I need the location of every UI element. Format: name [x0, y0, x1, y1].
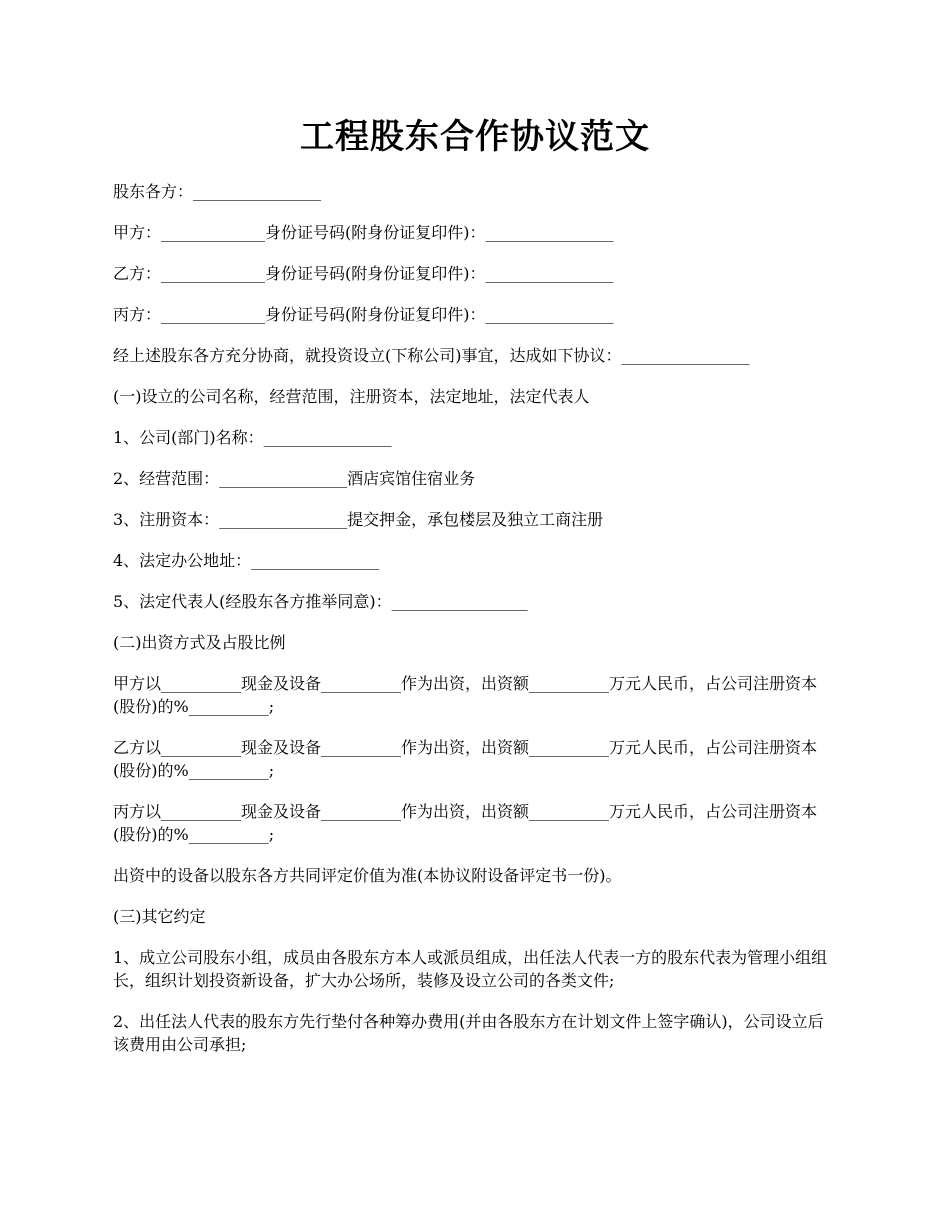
- party-c-line: 丙方：_____________身份证号码(附身份证复印件)：________________: [113, 305, 614, 324]
- other-agreement-2: 2、出任法人代表的股东方先行垫付各种筹办费用(并由各股东方在计划文件上签字确认)，公司设立后该费用由公司承担;: [113, 1012, 824, 1054]
- company-name-line: 1、公司(部门)名称：________________: [113, 428, 392, 447]
- business-scope-line: 2、经营范围：________________酒店宾馆住宿业务: [113, 469, 476, 488]
- legal-representative-line: 5、法定代表人(经股东各方推举同意)：_________________: [113, 592, 528, 611]
- document-body: [113, 180, 835, 1074]
- shareholders-line: 股东各方：________________: [113, 182, 322, 201]
- section-3-heading: (三)其它约定: [113, 907, 206, 926]
- party-b-investment: 乙方以__________现金及设备__________作为出资，出资额__________万元人民币，占公司注册资本(股份)的%__________;: [113, 738, 818, 780]
- document-title: 工程股东合作协议范文: [300, 117, 650, 157]
- section-2-heading: (二)出资方式及占股比例: [113, 633, 286, 652]
- other-agreement-1: 1、成立公司股东小组，成员由各股东方本人或派员组成，出任法人代表一方的股东代表为管理小组组长，组织计划投资新设备，扩大办公场所，装修及设立公司的各类文件;: [113, 948, 828, 990]
- agreement-intro: 经上述股东各方充分协商，就投资设立(下称公司)事宜，达成如下协议：________________: [113, 346, 750, 365]
- equipment-valuation-note: 出资中的设备以股东各方共同评定价值为准(本协议附设备评定书一份)。: [113, 866, 622, 885]
- registered-capital-line: 3、注册资本：________________提交押金，承包楼层及独立工商注册: [113, 510, 604, 529]
- party-a-investment: 甲方以__________现金及设备__________作为出资，出资额__________万元人民币，占公司注册资本(股份)的%__________;: [113, 674, 818, 716]
- office-address-line: 4、法定办公地址：________________: [113, 551, 380, 570]
- party-c-investment: 丙方以__________现金及设备__________作为出资，出资额__________万元人民币，占公司注册资本(股份)的%__________;: [113, 802, 818, 844]
- party-b-line: 乙方：_____________身份证号码(附身份证复印件)：________________: [113, 264, 614, 283]
- section-1-heading: (一)设立的公司名称，经营范围，注册资本，法定地址，法定代表人: [113, 387, 590, 406]
- party-a-line: 甲方：_____________身份证号码(附身份证复印件)：________________: [113, 223, 614, 242]
